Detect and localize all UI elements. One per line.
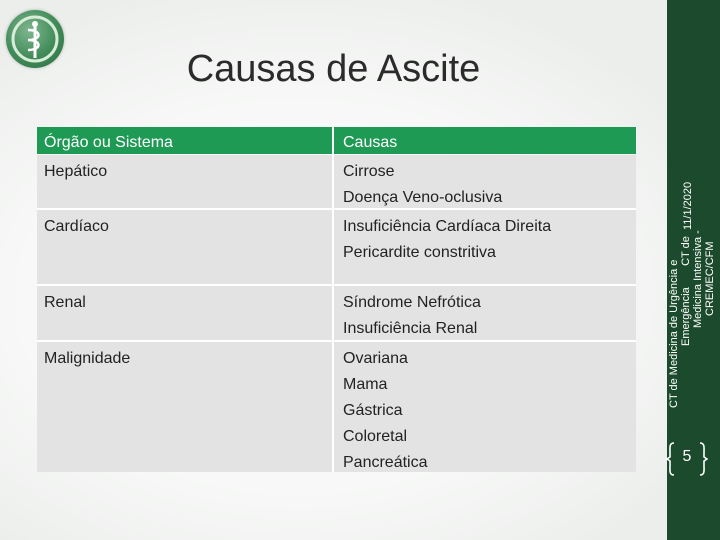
cause-line: Insuficiência Cardíaca Direita	[343, 218, 552, 235]
organ-cell: Hepático	[44, 163, 108, 180]
sidebar-text-line4: CREMEC/CFM	[704, 241, 716, 316]
cause-line: Pancreática	[343, 454, 428, 471]
header-causes-label: Causas	[343, 134, 398, 151]
cause-line: Síndrome Nefrótica	[343, 294, 481, 311]
sidebar-date: 11/1/2020	[682, 181, 694, 230]
table-header-row	[37, 127, 636, 154]
header-organ-label: Órgão ou Sistema	[44, 134, 173, 151]
organ-cell: Malignidade	[44, 350, 131, 367]
table-row	[37, 155, 636, 210]
page-number: 5	[682, 448, 692, 465]
organ-cell: Cardíaco	[44, 218, 109, 235]
slide-title: Causas de Ascite	[186, 48, 481, 90]
table-row	[37, 342, 636, 472]
page-number-badge	[666, 440, 708, 478]
cause-line: Gástrica	[343, 402, 403, 419]
cause-line: Pericardite constritiva	[343, 244, 496, 261]
cause-line: Mama	[343, 376, 388, 393]
sidebar-text-line1: CT de Medicina de Urgência e	[668, 259, 680, 408]
cause-line: Cirrose	[343, 163, 395, 180]
cause-line: Doença Veno-oclusiva	[343, 189, 503, 206]
sidebar-text-line2: Emergência CT de	[680, 236, 692, 346]
cause-line: Coloretal	[343, 428, 408, 445]
table-row	[37, 286, 636, 342]
table-row	[37, 210, 636, 286]
cause-line: Insuficiência Renal	[343, 320, 478, 337]
header-cell-causes	[336, 127, 636, 154]
header-cell-organ	[37, 127, 334, 154]
cause-line: Ovariana	[343, 350, 408, 367]
organ-cell: Renal	[44, 294, 86, 311]
sidebar-text-line3: Medicina Intensiva -	[692, 230, 704, 328]
